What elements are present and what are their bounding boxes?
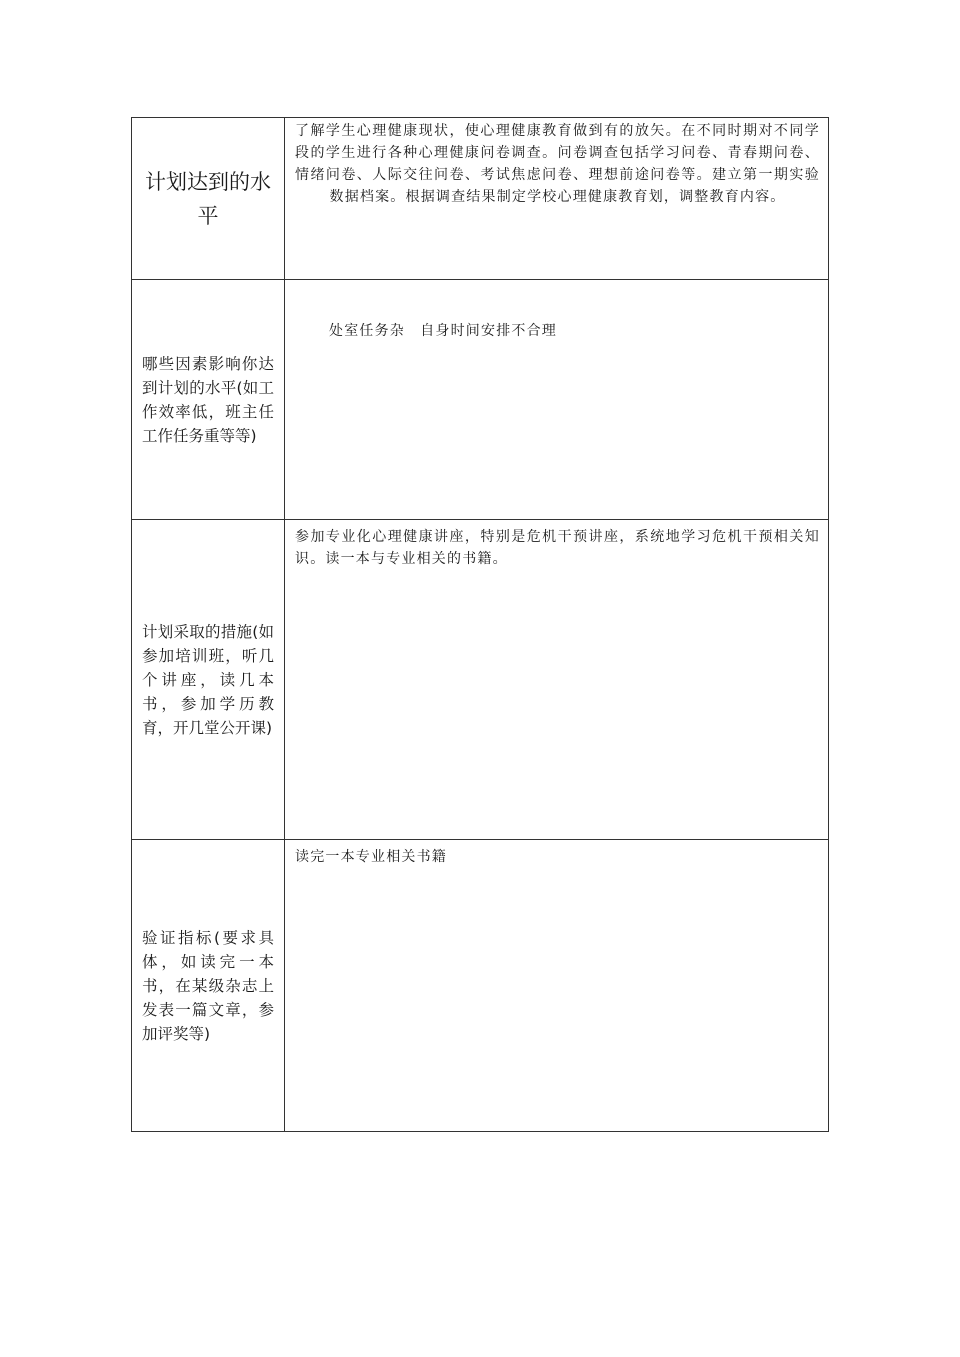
row-label-cell	[132, 118, 285, 280]
row-label: 验证指标(要求具体，如读完一本书，在某级杂志上发表一篇文章，参加评奖等)	[142, 928, 274, 1043]
row-label-cell	[132, 280, 285, 520]
row-content-cell	[285, 118, 829, 280]
row-content-cell	[285, 280, 829, 520]
row-label-cell	[132, 840, 285, 1132]
row-label: 计划采取的措施(如参加培训班，听几个讲座，读几本书，参加学历教育，开几堂公开课)	[142, 622, 274, 737]
row-content: 参加专业化心理健康讲座，特别是危机干预讲座，系统地学习危机干预相关知识。读一本与专业相关的书籍。	[295, 529, 820, 567]
row-content: 读完一本专业相关书籍	[295, 849, 447, 865]
table-row	[132, 280, 829, 520]
table-row	[132, 520, 829, 840]
plan-table	[131, 117, 829, 1132]
row-content: 了解学生心理健康现状，使心理健康教育做到有的放矢。在不同时期对不同学段的学生进行各种心理健康问卷调查。问卷调查包括学习问卷、青春期问卷、情绪问卷、人际交往问卷、考试焦虑问卷、理想前途问卷等。建立第一期实验数据档案。根据调查结果制定学校心理健康教育划，调整教育内容。	[295, 123, 820, 205]
row-label-cell	[132, 520, 285, 840]
row-content: 处室任务杂 自身时间安排不合理	[329, 323, 557, 339]
row-label: 计划达到的水平	[145, 169, 271, 228]
row-content-cell	[285, 840, 829, 1132]
row-label: 哪些因素影响你达到计划的水平(如工作效率低，班主任工作任务重等等)	[142, 354, 274, 445]
row-content-cell	[285, 520, 829, 840]
table-row	[132, 840, 829, 1132]
table-row	[132, 118, 829, 280]
